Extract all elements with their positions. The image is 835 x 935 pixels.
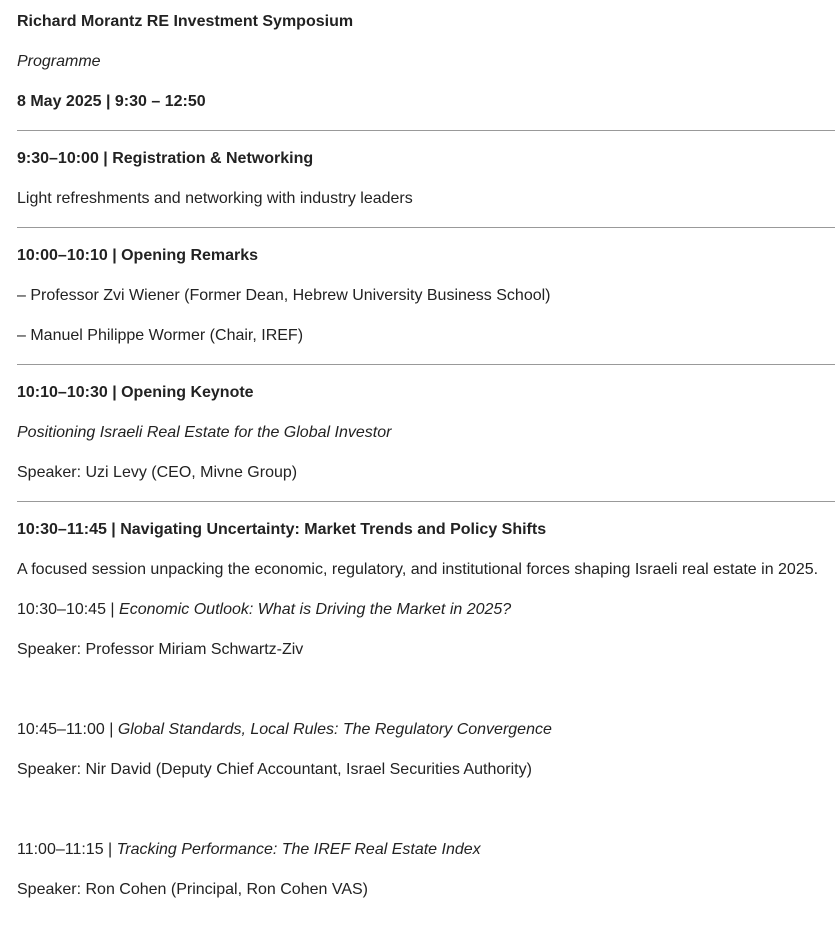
speaker-line: Speaker: Nir David (Deputy Chief Accountant, Israel Securities Authority) [17, 761, 532, 778]
talk-time: 10:30–10:45 | [17, 601, 120, 618]
talk-title: Positioning Israeli Real Estate for the Global Investor [17, 424, 392, 441]
spacer [17, 790, 835, 830]
session-heading-opening-remarks: 10:00–10:10 | Opening Remarks [17, 247, 259, 264]
spacer [17, 670, 835, 710]
programme-label: Programme [17, 53, 101, 70]
event-date: 8 May 2025 | 9:30 – 12:50 [17, 93, 206, 110]
talk-title: Tracking Performance: The IREF Real Estate Index [116, 841, 481, 858]
talk-line [17, 590, 835, 630]
session-heading-navigating-uncertainty: 10:30–11:45 | Navigating Uncertainty: Market Trends and Policy Shifts [17, 521, 547, 538]
talk-line [17, 830, 835, 870]
session-description: Light refreshments and networking with industry leaders [17, 190, 413, 207]
talk-line [17, 710, 835, 750]
talk-title: Global Standards, Local Rules: The Regulatory Convergence [117, 721, 552, 738]
talk-time: 10:45–11:00 | [17, 721, 118, 738]
session-heading-registration: 9:30–10:00 | Registration & Networking [17, 150, 314, 167]
divider [17, 227, 835, 228]
talk-title: Economic Outlook: What is Driving the Market in 2025? [119, 601, 512, 618]
divider [17, 130, 835, 131]
speaker-line: – Manuel Philippe Wormer (Chair, IREF) [17, 327, 304, 344]
session-description: A focused session unpacking the economic, regulatory, and institutional forces shaping Israeli real estate in 2025. [17, 561, 819, 578]
divider [17, 364, 835, 365]
speaker-line: – Professor Zvi Wiener (Former Dean, Hebrew University Business School) [17, 287, 551, 304]
speaker-line: Speaker: Uzi Levy (CEO, Mivne Group) [17, 464, 298, 481]
session-heading-opening-keynote: 10:10–10:30 | Opening Keynote [17, 384, 254, 401]
programme-document [0, 2, 835, 910]
speaker-line: Speaker: Professor Miriam Schwartz-Ziv [17, 641, 304, 658]
talk-time: 11:00–11:15 | [17, 841, 117, 858]
event-title: Richard Morantz RE Investment Symposium [17, 13, 354, 30]
divider [17, 501, 835, 502]
speaker-line: Speaker: Ron Cohen (Principal, Ron Cohen VAS) [17, 881, 368, 898]
